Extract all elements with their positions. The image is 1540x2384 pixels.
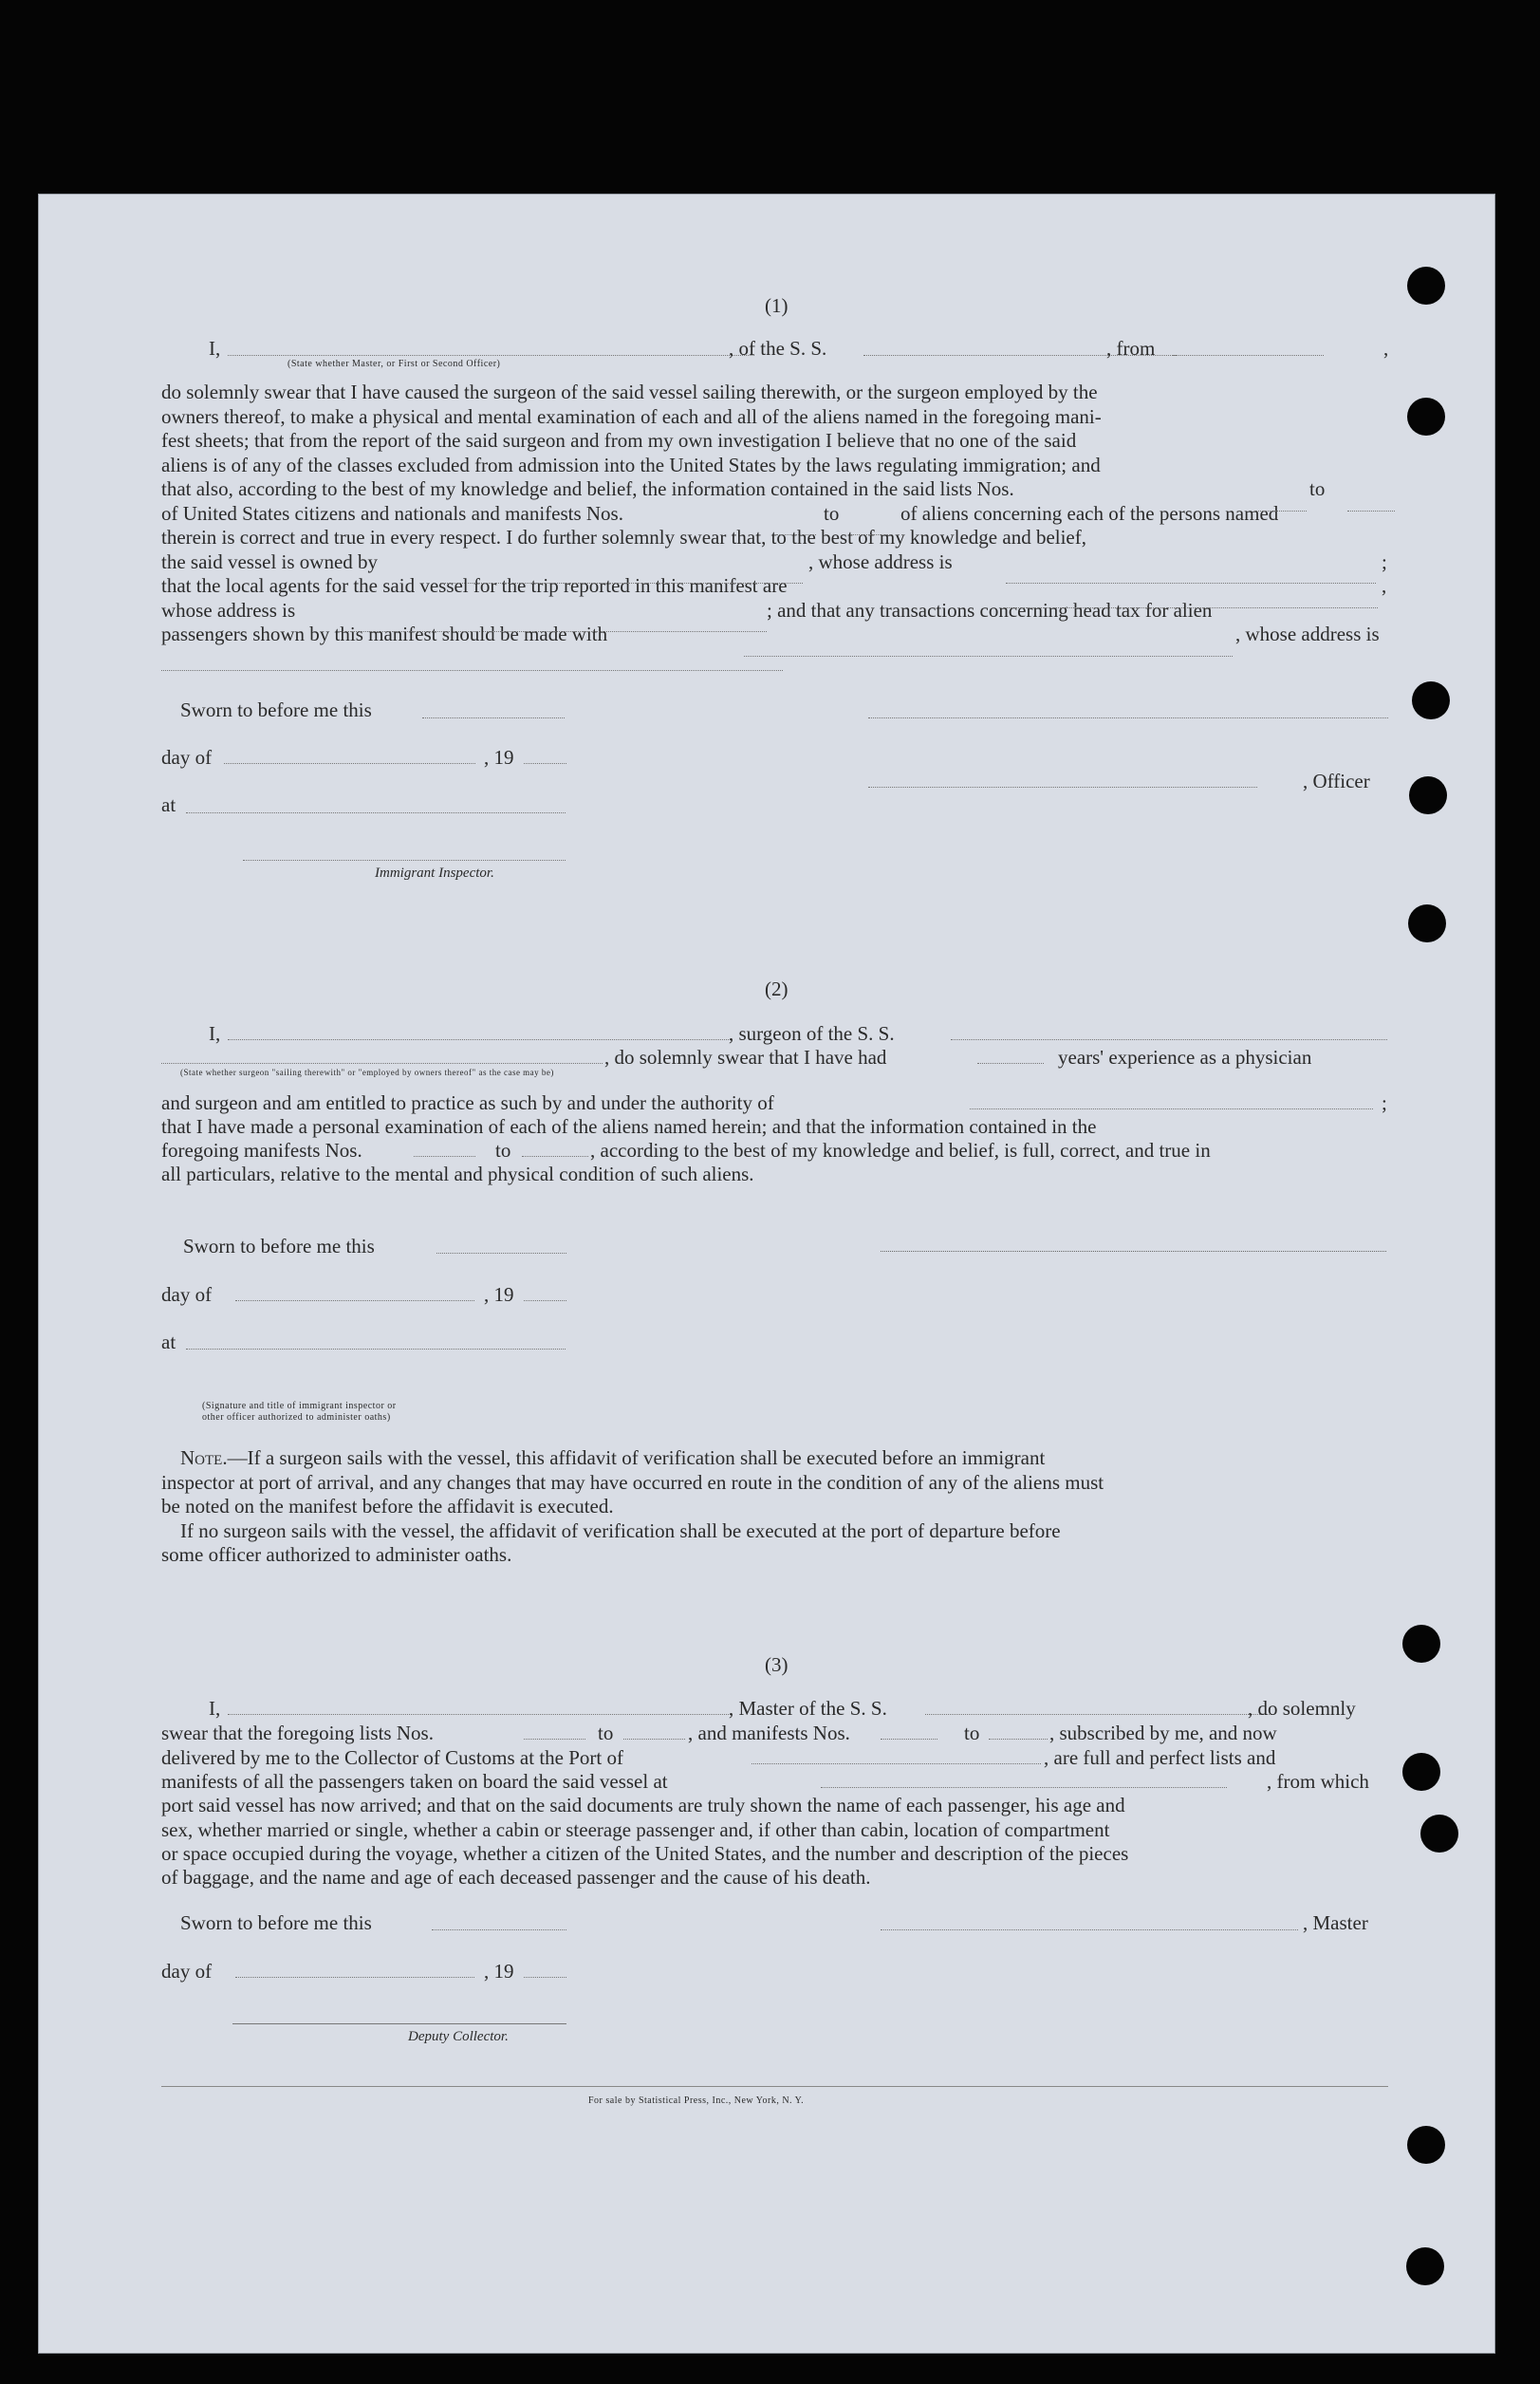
s2-role-field[interactable]	[161, 1063, 603, 1064]
s1-line-11b: , whose address is	[1235, 623, 1380, 645]
s2-line-3b: to	[495, 1139, 511, 1162]
s2-line-3c: , according to the best of my knowledge and belief, is full, correct, and true in	[590, 1139, 1211, 1162]
s1-head-tax-contact-field[interactable]	[744, 656, 1233, 657]
s1-line-6b: of aliens concerning each of the persons named	[900, 501, 1279, 525]
s3-master-of: , Master of the S. S.	[729, 1697, 887, 1720]
s1-officer-title-field[interactable]	[868, 787, 1257, 788]
footer-rule	[161, 2086, 1388, 2087]
s2-ship-name-field[interactable]	[951, 1039, 1387, 1040]
s2-state-note: (State whether surgeon "sailing therewith" or "employed by owners thereof" as the case may be)	[180, 1068, 554, 1077]
s3-line-2a: delivered by me to the Collector of Customs at the Port of	[161, 1746, 623, 1769]
s1-line-1: do solemnly swear that I have caused the surgeon of the said vessel sailing therewith, or the surgeon employed by the	[161, 381, 1098, 403]
s2-i-label: I,	[209, 1022, 221, 1045]
binder-hole-5	[1408, 904, 1446, 942]
section-2-number: (2)	[765, 978, 789, 1000]
s2-month-field[interactable]	[235, 1300, 474, 1301]
s1-inspector-label: Immigrant Inspector.	[375, 866, 494, 881]
s3-line-6: or space occupied during the voyage, whether a citizen of the United States, and the number and description of the pieces	[161, 1842, 1129, 1865]
s1-of-ss: , of the S. S.	[729, 337, 827, 360]
s3-line-1b: to	[598, 1722, 614, 1744]
s2-note-line-3: be noted on the manifest before the affidavit is executed.	[161, 1495, 614, 1518]
s3-i-label: I,	[209, 1697, 221, 1720]
s3-master-name-field[interactable]	[228, 1714, 731, 1715]
s3-manifests-to-field[interactable]	[989, 1739, 1048, 1740]
s1-lists-to-field[interactable]	[1347, 511, 1395, 512]
s2-manifests-from-field[interactable]	[414, 1156, 475, 1157]
s2-note-1a: —If a surgeon sails with the vessel, this affidavit of verification shall be executed before an immigrant	[227, 1446, 1046, 1469]
s1-year-label: , 19	[484, 746, 514, 769]
s1-officer-label: , Officer	[1303, 770, 1370, 792]
binder-hole-7	[1402, 1753, 1440, 1791]
s1-agents-address-field[interactable]	[340, 631, 767, 632]
s1-inspector-signature-field[interactable]	[243, 860, 566, 861]
s3-ship-name-field[interactable]	[925, 1714, 1271, 1715]
s3-year-field[interactable]	[524, 1977, 566, 1978]
s1-month-field[interactable]	[224, 763, 475, 764]
s3-line-7: of baggage, and the name and age of each deceased passenger and the cause of his death.	[161, 1866, 871, 1889]
s1-line-6-to: to	[824, 501, 840, 525]
s2-sworn-label: Sworn to before me this	[183, 1235, 375, 1257]
s3-sworn-label: Sworn to before me this	[180, 1911, 372, 1934]
s1-day-of-label: day of	[161, 746, 213, 769]
s1-owner-address-field[interactable]	[1006, 583, 1376, 584]
s1-year-field[interactable]	[524, 763, 566, 764]
s3-master-signature-field[interactable]	[881, 1929, 1298, 1930]
binder-hole-3	[1412, 681, 1450, 719]
s3-line-4: port said vessel has now arrived; and that on the said documents are truly shown the name of each passenger, his age and	[161, 1794, 1125, 1816]
s2-at-label: at	[161, 1331, 176, 1353]
s1-line-11a: passengers shown by this manifest should be made with	[161, 623, 608, 645]
binder-hole-9	[1407, 2126, 1445, 2164]
s3-collector-signature-field[interactable]	[232, 2023, 566, 2024]
s2-line-4: all particulars, relative to the mental and physical condition of such aliens.	[161, 1163, 754, 1185]
s1-line-9a: that the local agents for the said vessel for the trip reported in this manifest are	[161, 574, 788, 597]
s3-year-label: , 19	[484, 1960, 514, 1983]
binder-hole-6	[1402, 1625, 1440, 1663]
s1-line-8b: , whose address is	[808, 549, 953, 573]
s3-line-2b: , are full and perfect lists and	[1044, 1746, 1276, 1769]
s2-years-field[interactable]	[977, 1063, 1044, 1064]
s1-sworn-label: Sworn to before me this	[180, 698, 372, 721]
s2-surgeon-name-field[interactable]	[228, 1039, 731, 1040]
s3-line-1a: swear that the foregoing lists Nos.	[161, 1722, 434, 1744]
s1-line-3: fest sheets; that from the report of the said surgeon and from my own investigation I believe that no one of the said	[161, 429, 1077, 452]
section-3-number: (3)	[765, 1653, 789, 1676]
s2-surgeon-of: , surgeon of the S. S.	[729, 1022, 895, 1045]
s1-line-4: aliens is of any of the classes excluded from admission into the United States by the laws regulating immigration; and	[161, 453, 1101, 476]
s1-manifests-to-field[interactable]	[850, 534, 890, 535]
s1-signature-field[interactable]	[868, 717, 1388, 718]
s1-line-8c: ;	[1382, 549, 1387, 573]
s1-at-label: at	[161, 793, 176, 816]
s1-line-2: owners thereof, to make a physical and mental examination of each and all of the aliens named in the foregoing mani-	[161, 404, 1102, 428]
s2-manifests-to-field[interactable]	[522, 1156, 588, 1157]
s1-line-10b: ; and that any transactions concerning head tax for alien	[767, 598, 1213, 622]
s1-contact-address-field[interactable]	[161, 670, 783, 671]
s1-owner-field[interactable]	[440, 583, 803, 584]
s1-i-label: I,	[209, 337, 221, 360]
s2-year-label: , 19	[484, 1283, 514, 1306]
s1-line-9b: ,	[1382, 574, 1387, 597]
s1-line-8a: the said vessel is owned by	[161, 549, 379, 573]
s1-line-7: therein is correct and true in every respect. I do further solemnly swear that, to the best of my knowledge and belief,	[161, 526, 1086, 549]
binder-hole-10	[1406, 2247, 1444, 2285]
s2-line-3a: foregoing manifests Nos.	[161, 1139, 362, 1162]
s2-do-swear: , do solemnly swear that I have had	[604, 1046, 887, 1069]
s2-note-line-4: If no surgeon sails with the vessel, the affidavit of verification shall be executed at the port of departure before	[180, 1519, 1061, 1542]
binder-hole-8	[1420, 1815, 1458, 1853]
s3-day-of-label: day of	[161, 1960, 213, 1983]
binder-hole-4	[1409, 776, 1447, 814]
section-1-number: (1)	[765, 294, 789, 317]
s3-lists-from-field[interactable]	[524, 1739, 585, 1740]
s1-manifests-from-field[interactable]	[776, 534, 816, 535]
s3-line-5: sex, whether married or single, whether a cabin or steerage passenger and, if other than cabin, location of compartment	[161, 1818, 1110, 1841]
s1-line-6a: of United States citizens and nationals and manifests Nos.	[161, 501, 623, 525]
s3-line-1e: , subscribed by me, and now	[1049, 1722, 1277, 1744]
s2-line-1: and surgeon and am entitled to practice as such by and under the authority of	[161, 1091, 774, 1114]
s3-month-field[interactable]	[235, 1977, 474, 1978]
s1-from-field[interactable]	[1172, 355, 1324, 356]
s1-line-10a: whose address is	[161, 598, 296, 622]
s2-line-1-end: ;	[1382, 1091, 1387, 1114]
manifest-form-page	[38, 194, 1495, 2354]
footer-printer: For sale by Statistical Press, Inc., New York, N. Y.	[588, 2095, 805, 2106]
s3-boarding-port-field[interactable]	[821, 1787, 1227, 1788]
s1-line-5: that also, according to the best of my knowledge and belief, the information contained in the said lists Nos.	[161, 477, 1014, 500]
s2-year-field[interactable]	[524, 1300, 566, 1301]
s2-line-2: that I have made a personal examination of each of the aliens named herein; and that the information contained in the	[161, 1115, 1097, 1138]
s3-line-3b: , from which	[1267, 1770, 1369, 1793]
s1-officer-name-field[interactable]	[228, 355, 754, 356]
s1-at-field[interactable]	[186, 812, 566, 813]
s2-signature-field[interactable]	[881, 1251, 1386, 1252]
s1-local-agents-field[interactable]	[1003, 607, 1378, 608]
s2-note-line-5: some officer authorized to administer oaths.	[161, 1543, 512, 1566]
s2-sig-note-1: (Signature and title of immigrant inspector or	[202, 1401, 397, 1411]
s1-state-note: (State whether Master, or First or Second Officer)	[288, 359, 501, 369]
s2-authority-field[interactable]	[970, 1108, 1373, 1109]
s3-line-1c: , and manifests Nos.	[688, 1722, 850, 1744]
s3-do-solemnly: , do solemnly	[1248, 1697, 1356, 1720]
binder-hole-2	[1407, 398, 1445, 436]
s1-comma: ,	[1383, 337, 1389, 360]
s2-note-head: Note.	[180, 1446, 228, 1469]
s2-day-of-label: day of	[161, 1283, 213, 1306]
s1-sworn-date-field[interactable]	[422, 717, 565, 718]
s2-at-field[interactable]	[186, 1349, 566, 1350]
binder-hole-1	[1407, 267, 1445, 305]
s1-line-5-to: to	[1309, 477, 1326, 500]
s3-line-1d: to	[964, 1722, 980, 1744]
s3-lists-to-field[interactable]	[623, 1739, 685, 1740]
s3-sworn-date-field[interactable]	[432, 1929, 566, 1930]
s3-line-3a: manifests of all the passengers taken on board the said vessel at	[161, 1770, 668, 1793]
s2-sig-note-2: other officer authorized to administer oaths)	[202, 1412, 391, 1423]
s2-note-line-1	[180, 1446, 1388, 1470]
s3-collector-label: Deputy Collector.	[408, 2029, 509, 2044]
s2-note-line-2: inspector at port of arrival, and any changes that may have occurred en route in the condition of any of the aliens must	[161, 1471, 1104, 1494]
s2-years-label: years' experience as a physician	[1058, 1046, 1312, 1069]
s2-sworn-date-field[interactable]	[436, 1253, 566, 1254]
s3-master-label: , Master	[1303, 1911, 1368, 1934]
s1-from: , from	[1106, 337, 1156, 360]
s1-lists-from-field[interactable]	[1254, 511, 1307, 512]
s3-port-field[interactable]	[751, 1763, 1041, 1764]
s3-manifests-from-field[interactable]	[881, 1739, 937, 1740]
